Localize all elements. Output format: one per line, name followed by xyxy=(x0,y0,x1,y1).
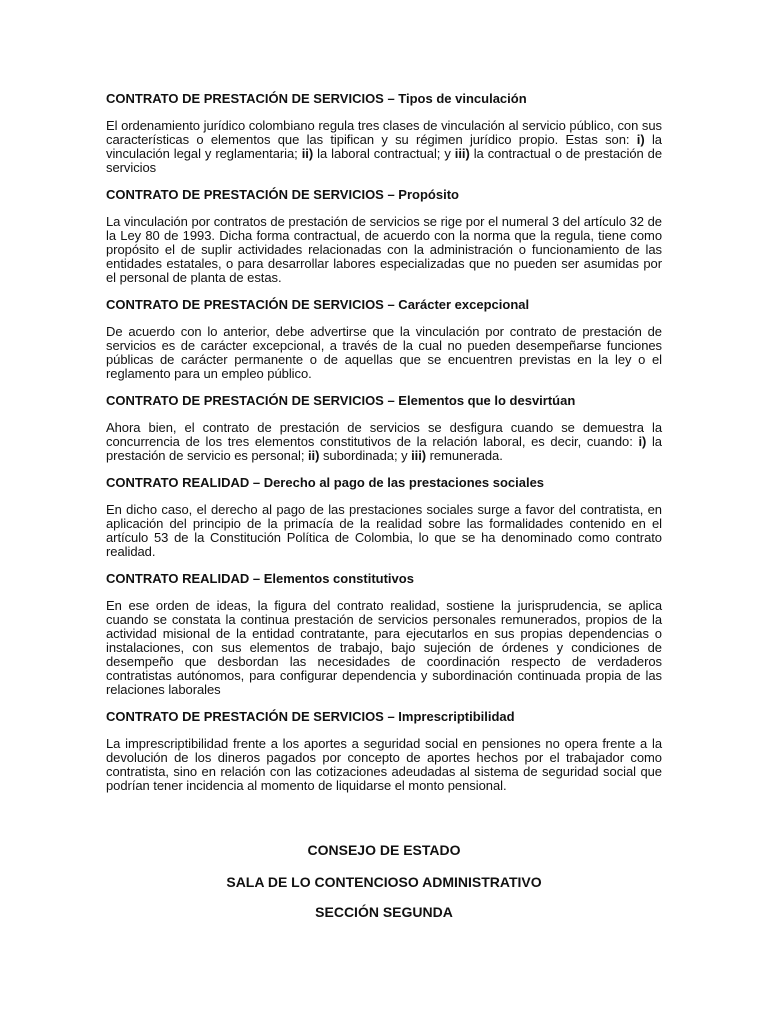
paragraph-text: Ahora bien, el contrato de prestación de servicios se desfigura cuando se demuestra la concurrencia de los tres elementos constitutivos de la relación laboral, es decir, cuando: xyxy=(106,420,662,449)
enumeration-marker: i) xyxy=(638,434,647,449)
section-paragraph xyxy=(106,215,662,285)
paragraph-text: En dicho caso, el derecho al pago de las prestaciones sociales surge a favor del contratista, en aplicación del principio de la primacía de la realidad sobre las formalidades contenido en el artículo 53 de la Constitución Política de Colombia, lo que se ha denominado como contrato realidad. xyxy=(106,502,662,559)
chamber-name: SALA DE LO CONTENCIOSO ADMINISTRATIVO xyxy=(226,874,542,890)
section-heading: CONTRATO DE PRESTACIÓN DE SERVICIOS – Carácter excepcional xyxy=(106,297,530,312)
section-paragraph xyxy=(106,599,662,697)
enumeration-marker: ii) xyxy=(301,146,314,161)
section-name: SECCIÓN SEGUNDA xyxy=(315,904,453,920)
section-paragraph xyxy=(106,503,662,559)
paragraph-text: subordinada; y xyxy=(319,448,412,463)
section-heading: CONTRATO DE PRESTACIÓN DE SERVICIOS – Propósito xyxy=(106,187,459,202)
paragraph-text: la laboral contractual; y xyxy=(313,146,455,161)
court-name: CONSEJO DE ESTADO xyxy=(307,842,461,858)
section-heading: CONTRATO DE PRESTACIÓN DE SERVICIOS – Tipos de vinculación xyxy=(106,91,527,106)
paragraph-text: La imprescriptibilidad frente a los aportes a seguridad social en pensiones no opera frente a la devolución de los dineros pagados por concepto de aportes hechos por el trabajador como contratista, sino en relación con las cotizaciones adeudadas al sistema de seguridad social que podrían tener incidencia al momento de liquidarse el monto pensional. xyxy=(106,736,662,793)
section-paragraph xyxy=(106,421,662,463)
paragraph-text: En ese orden de ideas, la figura del contrato realidad, sostiene la jurisprudencia, se aplica cuando se constata la continua prestación de servicios personales remunerados, propios de la actividad misional de la entidad contratante, para ejecutarlos en sus propias dependencias o instalaciones, con sus elementos de trabajo, bajo sujeción de órdenes y condiciones de desempeño que desbordan las necesidades de coordinación respecto de verdaderos contratistas autónomos, para configurar dependencia y subordinación continuada propia de las relaciones laborales xyxy=(106,598,662,697)
section-paragraph xyxy=(106,119,662,175)
paragraph-text: la vinculación legal y reglamentaria; xyxy=(106,132,662,161)
section-heading: CONTRATO DE PRESTACIÓN DE SERVICIOS – Elementos que lo desvirtúan xyxy=(106,393,576,408)
section-heading: CONTRATO DE PRESTACIÓN DE SERVICIOS – Imprescriptibilidad xyxy=(106,709,515,724)
paragraph-text: De acuerdo con lo anterior, debe advertirse que la vinculación por contrato de prestación de servicios es de carácter excepcional, a través de la cual no pueden desempeñarse funciones públicas de carácter permanente o de aquellas que se encuentren previstas en la ley o el reglamento para un empleo público. xyxy=(106,324,662,381)
section-paragraph xyxy=(106,737,662,793)
section-paragraph xyxy=(106,325,662,381)
document-body xyxy=(106,91,662,805)
enumeration-marker: iii) xyxy=(411,448,427,463)
enumeration-marker: i) xyxy=(636,132,645,147)
paragraph-text: La vinculación por contratos de prestación de servicios se rige por el numeral 3 del artículo 32 de la Ley 80 de 1993. Dicha forma contractual, de acuerdo con la norma que la regula, tiene como propósito el de suplir actividades relacionadas con la administración o funcionamiento de las entidades estatales, o para desarrollar labores especializadas que no pueden ser asumidas por el personal de planta de estas. xyxy=(106,214,662,285)
section-heading: CONTRATO REALIDAD – Elementos constitutivos xyxy=(106,571,414,586)
paragraph-text: remunerada. xyxy=(426,448,503,463)
enumeration-marker: ii) xyxy=(307,448,320,463)
section-heading: CONTRATO REALIDAD – Derecho al pago de las prestaciones sociales xyxy=(106,475,545,490)
enumeration-marker: iii) xyxy=(454,146,470,161)
paragraph-text: El ordenamiento jurídico colombiano regula tres clases de vinculación al servicio público, con sus características o elementos que las tipifican y su régimen jurídico propio. Estas son: xyxy=(106,118,662,147)
paragraph-text: la prestación de servicio es personal; xyxy=(106,434,662,463)
paragraph-text: la contractual o de prestación de servicios xyxy=(106,146,663,175)
